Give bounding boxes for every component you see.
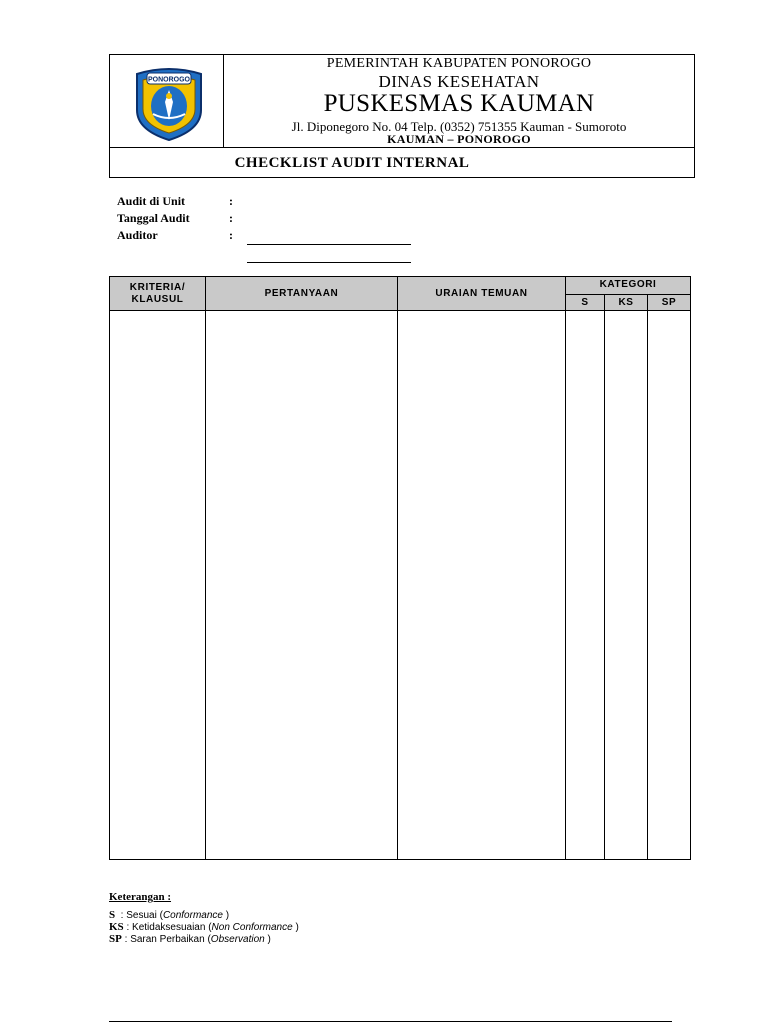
page-title: CHECKLIST AUDIT INTERNAL xyxy=(234,155,470,171)
col-header-sp: SP xyxy=(661,297,677,308)
col-header-kategori: KATEGORI xyxy=(599,279,657,290)
logo-cell xyxy=(110,55,224,147)
government-line: PEMERINTAH KABUPATEN PONOROGO xyxy=(326,56,592,71)
column-divider xyxy=(397,277,398,859)
legend-item-sp: SP : Saran Perbaikan (Observation ) xyxy=(109,933,271,945)
letterhead xyxy=(109,54,695,178)
column-divider xyxy=(205,277,206,859)
letterhead-text xyxy=(224,55,694,147)
col-header-s: S xyxy=(581,297,589,308)
checklist-table xyxy=(109,276,691,860)
audit-unit-colon: : xyxy=(229,194,233,208)
svg-text:PONOROGO: PONOROGO xyxy=(147,76,191,84)
column-divider xyxy=(604,294,605,859)
page-title-row xyxy=(110,148,694,178)
address-line: Jl. Diponegoro No. 04 Telp. (0352) 751355 Kauman - Sumoroto xyxy=(291,119,627,134)
col-header-pertanyaan: PERTANYAAN xyxy=(264,288,339,299)
region-line: KAUMAN – PONOROGO xyxy=(387,132,531,146)
category-subdivider xyxy=(565,294,690,295)
ponorogo-emblem-icon xyxy=(129,62,209,142)
auditor-signature-line-2[interactable] xyxy=(247,262,411,263)
auditor-colon: : xyxy=(229,228,233,242)
legend-item-s: S : Sesuai (Conformance ) xyxy=(109,909,230,921)
organization-name: PUSKESMAS KAUMAN xyxy=(323,90,595,117)
auditor-signature-line-1[interactable] xyxy=(247,244,411,245)
footer-rule xyxy=(109,1021,672,1022)
legend-item-ks: KS : Ketidaksesuaian (Non Conformance ) xyxy=(109,921,299,933)
col-header-uraian-temuan: URAIAN TEMUAN xyxy=(435,288,528,299)
audit-date-label: Tanggal Audit xyxy=(117,211,190,225)
auditor-label: Auditor xyxy=(117,228,158,242)
legend-title: Keterangan : xyxy=(109,891,172,903)
audit-date-colon: : xyxy=(229,211,233,225)
column-divider xyxy=(565,277,566,859)
col-header-kriteria: KRITERIA/ KLAUSUL xyxy=(129,282,186,305)
audit-unit-label: Audit di Unit xyxy=(117,194,186,208)
col-header-ks: KS xyxy=(618,297,634,308)
department-line: DINAS KESEHATAN xyxy=(378,72,540,91)
column-divider xyxy=(647,294,648,859)
